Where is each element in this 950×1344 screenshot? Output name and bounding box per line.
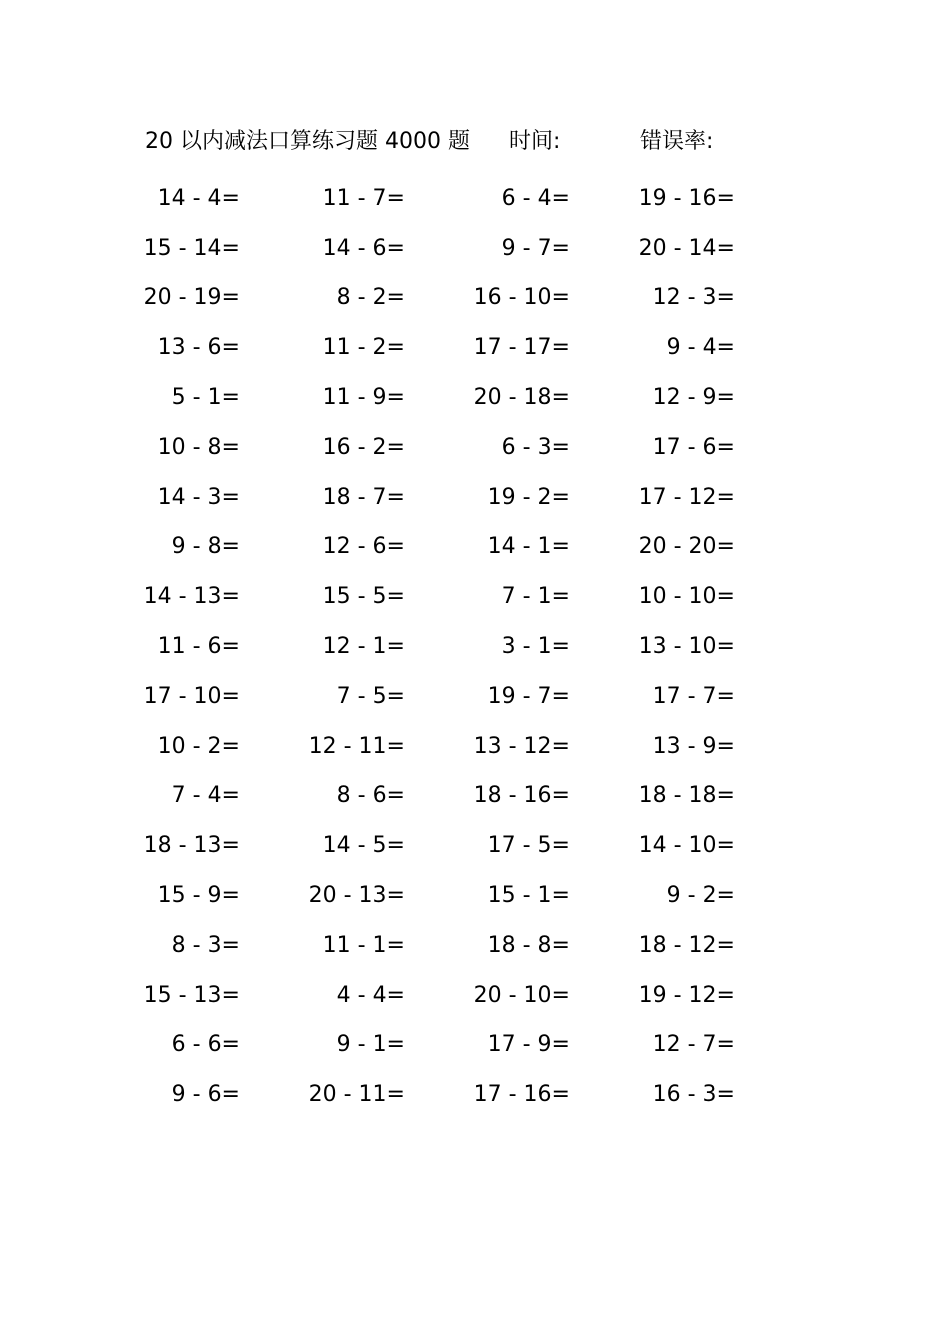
problem-cell [635, 830, 800, 862]
problem-cell [635, 282, 800, 314]
problem-cell [305, 631, 470, 663]
subtraction-problem: 16 - 2= [322, 434, 405, 460]
subtraction-problem: 9 - 1= [336, 1032, 405, 1058]
problem-cell [140, 830, 305, 862]
subtraction-problem: 14 - 3= [157, 484, 240, 510]
subtraction-problem: 14 - 10= [638, 833, 735, 859]
problem-cell [140, 980, 305, 1012]
subtraction-problem: 6 - 3= [501, 434, 570, 460]
problem-cell [470, 930, 635, 962]
problem-row [140, 224, 800, 274]
problem-cell [305, 880, 470, 912]
problem-cell [635, 233, 800, 265]
subtraction-problem: 13 - 9= [652, 733, 735, 759]
subtraction-problem: 9 - 4= [666, 335, 735, 361]
subtraction-problem: 18 - 8= [487, 932, 570, 958]
subtraction-problem: 18 - 16= [473, 783, 570, 809]
problem-cell [140, 531, 305, 563]
subtraction-problem: 17 - 5= [487, 833, 570, 859]
problem-cell [635, 930, 800, 962]
problem-row [140, 772, 800, 822]
subtraction-problem: 7 - 4= [171, 783, 240, 809]
problem-row [140, 821, 800, 871]
problem-cell [140, 631, 305, 663]
problem-row [140, 274, 800, 324]
subtraction-problem: 12 - 11= [308, 733, 405, 759]
subtraction-problem: 9 - 8= [171, 534, 240, 560]
subtraction-problem: 19 - 2= [487, 484, 570, 510]
problem-cell [305, 1029, 470, 1061]
problem-cell [140, 233, 305, 265]
problem-row [140, 971, 800, 1021]
subtraction-problem: 12 - 6= [322, 534, 405, 560]
problem-cell [635, 482, 800, 514]
problem-cell [305, 780, 470, 812]
problem-row [140, 423, 800, 473]
subtraction-problem: 13 - 6= [157, 335, 240, 361]
subtraction-problem: 9 - 6= [171, 1082, 240, 1108]
subtraction-problem: 20 - 10= [473, 982, 570, 1008]
subtraction-problem: 14 - 13= [143, 584, 240, 610]
problem-cell [470, 183, 635, 215]
problem-cell [470, 830, 635, 862]
problem-row [140, 672, 800, 722]
problem-cell [470, 382, 635, 414]
problem-cell [635, 1029, 800, 1061]
problem-cell [470, 980, 635, 1012]
subtraction-problem: 15 - 13= [143, 982, 240, 1008]
problem-row [140, 1021, 800, 1071]
problem-cell [305, 432, 470, 464]
problem-cell [305, 482, 470, 514]
problem-cell [470, 1079, 635, 1111]
subtraction-problem: 17 - 16= [473, 1082, 570, 1108]
subtraction-problem: 14 - 6= [322, 235, 405, 261]
subtraction-problem: 18 - 12= [638, 932, 735, 958]
subtraction-problem: 13 - 12= [473, 733, 570, 759]
subtraction-problem: 14 - 4= [157, 185, 240, 211]
problem-cell [140, 581, 305, 613]
problem-row [140, 323, 800, 373]
problem-row [140, 871, 800, 921]
problem-row [140, 622, 800, 672]
problem-cell [470, 880, 635, 912]
problem-cell [635, 880, 800, 912]
problem-cell [635, 780, 800, 812]
problem-cell [305, 183, 470, 215]
subtraction-problem: 6 - 6= [171, 1032, 240, 1058]
problem-row [140, 722, 800, 772]
problem-cell [305, 332, 470, 364]
subtraction-problem: 15 - 9= [157, 883, 240, 909]
problem-cell [140, 731, 305, 763]
problem-cell [635, 332, 800, 364]
problem-row [140, 572, 800, 622]
subtraction-problem: 17 - 6= [652, 434, 735, 460]
problem-cell [305, 681, 470, 713]
worksheet-title: 20 以内减法口算练习题 4000 题 [145, 129, 470, 154]
problem-cell [140, 1029, 305, 1061]
subtraction-problem: 16 - 3= [652, 1082, 735, 1108]
subtraction-problem: 6 - 4= [501, 185, 570, 211]
subtraction-problem: 17 - 10= [143, 683, 240, 709]
subtraction-problem: 11 - 7= [322, 185, 405, 211]
problem-cell [635, 183, 800, 215]
subtraction-problem: 20 - 20= [638, 534, 735, 560]
problem-cell [140, 382, 305, 414]
problem-cell [635, 581, 800, 613]
problem-cell [635, 631, 800, 663]
subtraction-problem: 17 - 12= [638, 484, 735, 510]
subtraction-problem: 20 - 13= [308, 883, 405, 909]
subtraction-problem: 20 - 11= [308, 1082, 405, 1108]
subtraction-problem: 11 - 9= [322, 385, 405, 411]
problem-cell [470, 631, 635, 663]
subtraction-problem: 17 - 9= [487, 1032, 570, 1058]
problem-cell [140, 880, 305, 912]
subtraction-problem: 3 - 1= [501, 634, 570, 660]
problem-row [140, 921, 800, 971]
subtraction-problem: 9 - 2= [666, 883, 735, 909]
time-label: 时间: [509, 129, 561, 154]
subtraction-problem: 12 - 9= [652, 385, 735, 411]
subtraction-problem: 10 - 2= [157, 733, 240, 759]
problem-cell [470, 531, 635, 563]
subtraction-problem: 11 - 2= [322, 335, 405, 361]
problem-cell [305, 830, 470, 862]
worksheet-header [0, 126, 950, 158]
subtraction-problem: 9 - 7= [501, 235, 570, 261]
problem-cell [305, 1079, 470, 1111]
subtraction-problem: 17 - 17= [473, 335, 570, 361]
subtraction-problem: 11 - 6= [157, 634, 240, 660]
problem-cell [470, 1029, 635, 1061]
problem-row [140, 1070, 800, 1120]
subtraction-problem: 8 - 3= [171, 932, 240, 958]
subtraction-problem: 10 - 8= [157, 434, 240, 460]
problem-cell [305, 980, 470, 1012]
problem-cell [470, 581, 635, 613]
problem-cell [140, 681, 305, 713]
problem-cell [305, 930, 470, 962]
problem-cell [140, 282, 305, 314]
subtraction-problem: 16 - 10= [473, 285, 570, 311]
subtraction-problem: 18 - 7= [322, 484, 405, 510]
subtraction-problem: 7 - 1= [501, 584, 570, 610]
problem-cell [635, 432, 800, 464]
subtraction-problem: 14 - 5= [322, 833, 405, 859]
problem-cell [140, 482, 305, 514]
problem-row [140, 373, 800, 423]
problem-cell [305, 382, 470, 414]
problem-cell [140, 183, 305, 215]
subtraction-problem: 20 - 18= [473, 385, 570, 411]
error-rate-label: 错误率: [640, 129, 714, 154]
subtraction-problem: 15 - 14= [143, 235, 240, 261]
subtraction-problem: 12 - 3= [652, 285, 735, 311]
subtraction-problem: 17 - 7= [652, 683, 735, 709]
subtraction-problem: 12 - 1= [322, 634, 405, 660]
problem-cell [140, 780, 305, 812]
problem-cell [305, 282, 470, 314]
problem-cell [470, 482, 635, 514]
subtraction-problem: 18 - 13= [143, 833, 240, 859]
subtraction-problem: 8 - 6= [336, 783, 405, 809]
subtraction-problem: 19 - 12= [638, 982, 735, 1008]
problem-grid [140, 174, 800, 1120]
problem-cell [140, 930, 305, 962]
problem-cell [140, 1079, 305, 1111]
problem-cell [140, 432, 305, 464]
problem-cell [470, 233, 635, 265]
subtraction-problem: 12 - 7= [652, 1032, 735, 1058]
subtraction-problem: 8 - 2= [336, 285, 405, 311]
problem-row [140, 473, 800, 523]
subtraction-problem: 5 - 1= [171, 385, 240, 411]
problem-row [140, 523, 800, 573]
subtraction-problem: 14 - 1= [487, 534, 570, 560]
problem-cell [635, 681, 800, 713]
problem-cell [140, 332, 305, 364]
subtraction-problem: 4 - 4= [336, 982, 405, 1008]
problem-cell [470, 731, 635, 763]
problem-cell [470, 332, 635, 364]
subtraction-problem: 15 - 5= [322, 584, 405, 610]
subtraction-problem: 7 - 5= [336, 683, 405, 709]
problem-cell [635, 731, 800, 763]
subtraction-problem: 11 - 1= [322, 932, 405, 958]
subtraction-problem: 20 - 19= [143, 285, 240, 311]
subtraction-problem: 10 - 10= [638, 584, 735, 610]
problem-cell [470, 432, 635, 464]
problem-cell [635, 531, 800, 563]
problem-cell [635, 980, 800, 1012]
problem-cell [305, 233, 470, 265]
problem-cell [305, 581, 470, 613]
problem-cell [470, 681, 635, 713]
subtraction-problem: 15 - 1= [487, 883, 570, 909]
subtraction-problem: 13 - 10= [638, 634, 735, 660]
problem-cell [305, 731, 470, 763]
problem-cell [635, 1079, 800, 1111]
subtraction-problem: 20 - 14= [638, 235, 735, 261]
problem-row [140, 174, 800, 224]
subtraction-problem: 19 - 16= [638, 185, 735, 211]
subtraction-problem: 18 - 18= [638, 783, 735, 809]
problem-cell [305, 531, 470, 563]
problem-cell [470, 282, 635, 314]
problem-cell [635, 382, 800, 414]
subtraction-problem: 19 - 7= [487, 683, 570, 709]
problem-cell [470, 780, 635, 812]
